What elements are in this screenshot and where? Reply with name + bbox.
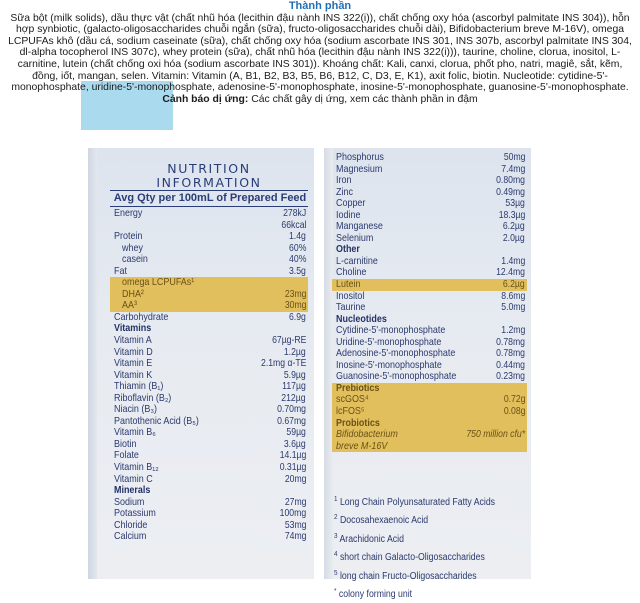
nutrient-name: Vitamin B₆: [114, 427, 156, 439]
nutrient-name: Selenium: [336, 232, 374, 244]
nutrient-row: [110, 381, 308, 393]
nutrient-row: [110, 497, 308, 509]
nutrient-name: Prebiotics: [336, 382, 380, 394]
nutrient-row: [110, 208, 308, 220]
nutrient-value: 117µg: [282, 381, 306, 393]
nutrient-row: [332, 325, 527, 337]
section-header: [110, 323, 308, 335]
nutrient-name: L-carnitine: [336, 255, 378, 267]
footnote-text: long chain Fructo-Oligosaccharides: [339, 570, 477, 582]
nutrient-row: [332, 360, 527, 372]
nutrient-value: 212µg: [281, 392, 306, 404]
nutrient-name: Calcium: [114, 531, 147, 543]
nutrient-name: lcFOS⁵: [336, 406, 365, 418]
nutrient-value: 0.78mg: [496, 348, 525, 360]
footnotes: [334, 492, 529, 603]
allergy-warning-text: Các chất gây dị ứng, xem các thành phần in đậm: [248, 93, 478, 105]
nutrient-row: [332, 302, 527, 314]
nutrient-value: 53mg: [284, 519, 306, 531]
nutrient-row: [110, 393, 308, 405]
nutrient-name: Adenosine-5'-monophosphate: [336, 348, 456, 360]
footnote-line: [334, 529, 510, 547]
nutrient-name: Vitamin E: [114, 358, 153, 370]
nutrient-row: [332, 348, 527, 360]
nutrient-value: 5.0mg: [500, 302, 525, 314]
nutrient-row: [332, 267, 527, 279]
nutrient-value: 66kcal: [280, 219, 306, 231]
nutrient-name: Nucleotides: [336, 313, 387, 325]
nutrient-row: [332, 221, 527, 233]
section-header: [332, 244, 527, 256]
nutrient-row: [332, 175, 527, 187]
nutrient-value: 0.78mg: [496, 336, 525, 348]
nutrient-value: 0.70mg: [277, 404, 306, 416]
footnote-text: Arachidonic Acid: [339, 534, 404, 546]
nutrient-row: [110, 289, 308, 301]
nutrient-name: Lutein: [336, 279, 361, 291]
nutrient-value: 50mg: [503, 152, 525, 163]
nutrient-value: 0.08g: [503, 406, 525, 418]
nutrient-value: 6.9g: [289, 311, 306, 323]
nutrient-name: whey: [122, 242, 143, 254]
nutrient-row: [110, 312, 308, 324]
panel-edge-stripe: [88, 148, 97, 579]
nutrient-name: AA³: [122, 300, 137, 312]
nutrient-value: 2.1mg α-TE: [260, 358, 306, 370]
allergy-warning: [6, 94, 634, 106]
nutrient-name: Pantothenic Acid (B₅): [114, 415, 199, 427]
nutrient-value: 27mg: [284, 496, 306, 508]
nutrient-value: 30mg: [284, 300, 306, 312]
nutrient-name: Fat: [114, 265, 127, 277]
footnote-mark: 3: [334, 532, 338, 540]
nutrient-value: 1.2µg: [284, 346, 306, 358]
section-header: [332, 383, 527, 395]
nutrient-row: [110, 439, 308, 451]
nutrient-value: 1.4mg: [500, 255, 525, 267]
section-header: [332, 418, 527, 430]
nutrient-row: [332, 152, 527, 164]
nutrient-row: [110, 266, 308, 278]
nutrient-name: Carbohydrate: [114, 311, 169, 323]
footnote-mark: *: [334, 588, 337, 596]
nutrient-name: Probiotics: [336, 417, 380, 429]
nutrient-name: breve M-16V: [336, 440, 388, 452]
nutrient-row: [110, 404, 308, 416]
nutrient-row: [332, 429, 527, 441]
nutrient-value: 750 million cfu*: [466, 429, 525, 441]
nutrient-row: [110, 427, 308, 439]
nutrient-name: Biotin: [114, 438, 137, 450]
nutrient-value: 2.0µg: [503, 232, 525, 244]
nutrient-name: Uridine-5'-monophosphate: [336, 336, 442, 348]
nutrient-row: [332, 164, 527, 176]
nutrient-value: 278kJ: [282, 208, 306, 219]
nutrient-name: Guanosine-5'-monophosphate: [336, 371, 457, 383]
nutrient-value: 40%: [288, 254, 306, 266]
nutrient-value: 6.2µg: [503, 221, 525, 233]
nutrient-row: [332, 198, 527, 210]
nutrient-row: [110, 347, 308, 359]
nutrient-row: [110, 335, 308, 347]
ingredients-block: [6, 1, 634, 105]
allergy-warning-label: Cảnh báo dị ứng:: [162, 93, 249, 105]
nutrient-name: Vitamin K: [114, 369, 153, 381]
nutrient-value: 3.5g: [289, 265, 306, 277]
footnote-line: [334, 547, 510, 565]
ingredients-title: Thành phần: [288, 0, 352, 12]
nutrient-name: Vitamin A: [114, 335, 152, 347]
nutrient-value: 1.4g: [289, 231, 306, 243]
nutrient-value: 67µg-RE: [271, 335, 306, 347]
nutrient-row: [110, 220, 308, 232]
nutrient-row: [332, 233, 527, 245]
ingredients-text: Sữa bột (milk solids), dầu thực vật (chất nhũ hóa (lecithin đậu nành INS 322(i)), chất chống oxy hóa (ascorbyl palmitate INS 304)), hỗn hợp synbiotic, (galacto-oligosaccharides chuỗi ngắn (sữa), fructo-oligosaccharides chuỗi dài), Bifidobacterium breve M-16V), omega LCPUFAs khô (dầu cá, sodium caseinate (sữa), chất chống oxy hóa (sodium ascorbate INS 301, INS 307b, ascorbyl palmitate INS 304, dl-alpha tocopherol INS 307c), whey protein (sữa), chất nhũ hóa (lecithin đậu nành INS 322(i))), taurine, choline, clorua, inositol, L-carnitine, lutein (chất chống oxi hóa (sodium ascorbate INS 301)). Khoáng chất: Kali, canxi, clorua, phốt pho, natri, magiê, sắt, kẽm, đồng, iốt, mangan, selen. Vitamin: Vitamin (A, B1, B2, B3, B5, B6, B12, C, D3, E, K1), axit folic, biotin. Nucleotide: cytidine-5'-monophosphate, uridine-5'-monophosphate, adenosine-5'-monophosphate, inosine-5'-monophosphate, guanosine-5'-monophosphate.: [8, 12, 632, 94]
nutrient-name: Magnesium: [336, 163, 383, 175]
nutrient-value: 3.6µg: [284, 438, 306, 450]
footnote-mark: 4: [334, 551, 338, 559]
nutrient-value: 100mg: [279, 508, 306, 520]
nutrient-value: 5.9µg: [284, 369, 306, 381]
nutrition-rows-right: [332, 152, 527, 452]
nutrient-row: [110, 508, 308, 520]
nutrient-row: [110, 531, 308, 543]
nutrient-name: Iodine: [336, 209, 361, 221]
nutrition-panel-left: [88, 148, 314, 579]
nutrient-value: 14.1µg: [279, 450, 306, 462]
nutrient-name: DHA²: [122, 288, 144, 300]
nutrient-row: [332, 210, 527, 222]
nutrient-row: [332, 406, 527, 418]
nutrient-name: Folate: [114, 450, 139, 462]
footnote-text: colony forming unit: [338, 589, 413, 601]
nutrient-name: Vitamin B₁₂: [114, 462, 159, 474]
nutrient-row: [332, 279, 527, 291]
nutrient-row: [110, 462, 308, 474]
nutrient-name: Zinc: [336, 186, 353, 198]
nutrient-name: scGOS⁴: [336, 394, 369, 406]
nutrient-row: [332, 371, 527, 383]
nutrient-row: [110, 450, 308, 462]
nutrient-row: [110, 520, 308, 532]
nutrient-row: [332, 291, 527, 303]
nutrient-name: Energy: [114, 208, 143, 219]
nutrient-row: [110, 277, 308, 289]
nutrient-row: [110, 231, 308, 243]
nutrient-row: [110, 243, 308, 255]
footnote-text: Long Chain Polyunsaturated Fatty Acids: [339, 497, 496, 509]
nutrient-name: Riboflavin (B₂): [114, 392, 172, 404]
nutrient-value: 6.2µg: [503, 279, 525, 291]
nutrient-value: 0.72g: [503, 394, 525, 406]
nutrition-panel-right: [324, 148, 531, 601]
nutrient-value: 23mg: [284, 288, 306, 300]
nutrient-name: Taurine: [336, 302, 366, 314]
nutrient-value: 0.67mg: [277, 415, 306, 427]
nutrient-name: Copper: [336, 198, 366, 210]
footnote-mark: 1: [334, 496, 338, 503]
nutrient-row: [332, 187, 527, 199]
nutrient-row: [110, 254, 308, 266]
footnote-text: short chain Galacto-Oligosaccharides: [339, 552, 485, 564]
nutrition-title: NUTRITION INFORMATION: [156, 161, 262, 190]
nutrient-name: Phosphorus: [336, 152, 384, 163]
nutrient-row: [110, 416, 308, 428]
section-header: [110, 485, 308, 497]
nutrient-name: Manganese: [336, 221, 383, 233]
title-rule: [110, 190, 308, 191]
nutrient-row: [332, 337, 527, 349]
subtitle-rule: [110, 206, 308, 207]
nutrient-value: 0.23mg: [496, 371, 525, 383]
nutrient-name: Bifidobacterium: [336, 429, 398, 441]
nutrient-row: [110, 358, 308, 370]
nutrient-row: [332, 256, 527, 268]
section-header: [332, 314, 527, 326]
footnote-line: [334, 492, 510, 510]
nutrient-value: 12.4mg: [496, 267, 525, 279]
nutrient-value: 1.2mg: [500, 325, 525, 337]
nutrient-value: 0.49mg: [496, 186, 525, 198]
nutrient-value: 20mg: [284, 473, 306, 485]
nutrient-name: Other: [336, 244, 360, 256]
nutrient-value: 18.3µg: [498, 209, 525, 221]
nutrient-name: Thiamin (B₁): [114, 381, 164, 393]
nutrient-name: Minerals: [114, 485, 151, 497]
nutrient-value: 59µg: [286, 427, 306, 439]
nutrient-value: 60%: [288, 242, 306, 254]
nutrient-name: Iron: [336, 175, 352, 187]
footnote-line: [334, 584, 510, 602]
nutrient-value: 0.44mg: [496, 359, 525, 371]
nutrient-name: Inosine-5'-monophosphate: [336, 359, 442, 371]
nutrient-name: Potassium: [114, 508, 156, 520]
footnote-mark: 5: [334, 569, 338, 577]
footnote-mark: 2: [334, 514, 338, 522]
nutrient-value: 8.6mg: [500, 290, 525, 302]
nutrient-row: [332, 394, 527, 406]
nutrient-value: 74mg: [284, 531, 306, 543]
footnote-text: Docosahexaenoic Acid: [339, 515, 429, 527]
nutrient-value: 7.4mg: [500, 163, 525, 175]
nutrient-value: 0.31µg: [279, 462, 306, 474]
nutrient-name: Inositol: [336, 290, 365, 302]
nutrient-name: Vitamins: [114, 323, 152, 335]
nutrient-value: 0.80mg: [496, 175, 525, 187]
nutrient-name: Protein: [114, 231, 143, 243]
nutrient-row: [110, 474, 308, 486]
nutrient-name: omega LCPUFAs¹: [122, 277, 195, 289]
nutrient-name: Vitamin C: [114, 473, 153, 485]
footnote-line: [334, 566, 510, 584]
nutrient-name: Vitamin D: [114, 346, 153, 358]
nutrition-subtitle: Avg Qty per 100mL of Prepared Feed: [113, 192, 307, 204]
nutrient-row: [110, 300, 308, 312]
nutrient-name: Choline: [336, 267, 367, 279]
nutrition-rows-left: [110, 208, 308, 543]
nutrient-row: [332, 441, 527, 453]
footnote-line: [334, 510, 510, 528]
nutrient-name: Chloride: [114, 519, 148, 531]
nutrient-name: Niacin (B₃): [114, 404, 158, 416]
nutrient-name: casein: [122, 254, 148, 266]
nutrient-name: Sodium: [114, 496, 145, 508]
nutrient-name: Cytidine-5'-monophosphate: [336, 325, 446, 337]
nutrient-value: 53µg: [505, 198, 525, 210]
nutrient-row: [110, 370, 308, 382]
